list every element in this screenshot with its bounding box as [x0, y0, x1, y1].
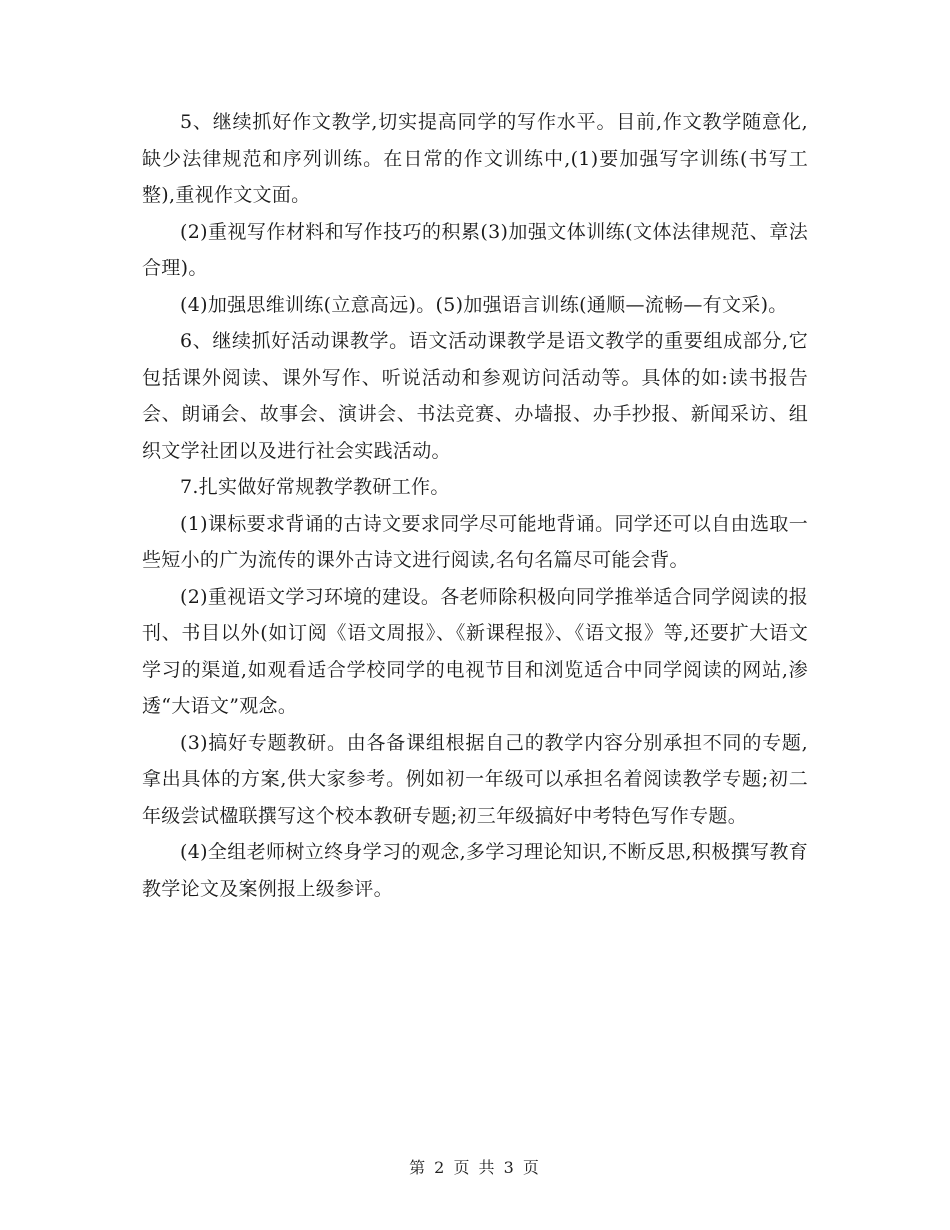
- paragraph-writing-materials: (2)重视写作材料和写作技巧的积累(3)加强文体训练(文体法律规范、章法合理)。: [142, 220, 808, 279]
- paragraph-6-activity-class: 6、继续抓好活动课教学。语文活动课教学是语文教学的重要组成部分,它包括课外阅读、课外写作、听说活动和参观访问活动等。具体的如:读书报告会、朗诵会、故事会、演讲会、书法竞赛、办墙报、办手抄报、新闻采访、组织文学社团以及进行社会实践活动。: [142, 330, 808, 462]
- paragraph-thinking-training: (4)加强思维训练(立意高远)。(5)加强语言训练(通顺—流畅—有文采)。: [180, 293, 788, 316]
- paragraph-5-composition: 5、继续抓好作文教学,切实提高同学的写作水平。目前,作文教学随意化,缺少法律规范和序列训练。在日常的作文训练中,(1)要加强写字训练(书写工整),重视作文文面。: [142, 111, 808, 206]
- document-body: [142, 104, 808, 907]
- paragraph-classical-poetry: (1)课标要求背诵的古诗文要求同学尽可能地背诵。同学还可以自由选取一些短小的广为流传的课外古诗文进行阅读,名句名篇尽可能会背。: [142, 512, 808, 571]
- paragraph-lifelong-learning: (4)全组老师树立终身学习的观念,多学习理论知识,不断反思,积极撰写教育教学论文及案例报上级参评。: [142, 841, 808, 900]
- paragraph-7-routine-teaching: 7.扎实做好常规教学教研工作。: [180, 476, 450, 498]
- page-number-footer: 第 2 页 共 3 页: [409, 1158, 541, 1177]
- paragraph-learning-environment: (2)重视语文学习环境的建设。各老师除积极向同学推举适合同学阅读的报刊、书目以外(如订阅《语文周报》、《新课程报》、《语文报》等,还要扩大语文学习的渠道,如观看适合学校同学的电视节目和浏览适合中同学阅读的网站,渗透“大语文”观念。: [142, 585, 808, 717]
- paragraph-special-research: (3)搞好专题教研。由各备课组根据自己的教学内容分别承担不同的专题,拿出具体的方案,供大家参考。例如初一年级可以承担名着阅读教学专题;初二年级尝试楹联撰写这个校本教研专题;初三年级搞好中考特色写作专题。: [142, 731, 808, 827]
